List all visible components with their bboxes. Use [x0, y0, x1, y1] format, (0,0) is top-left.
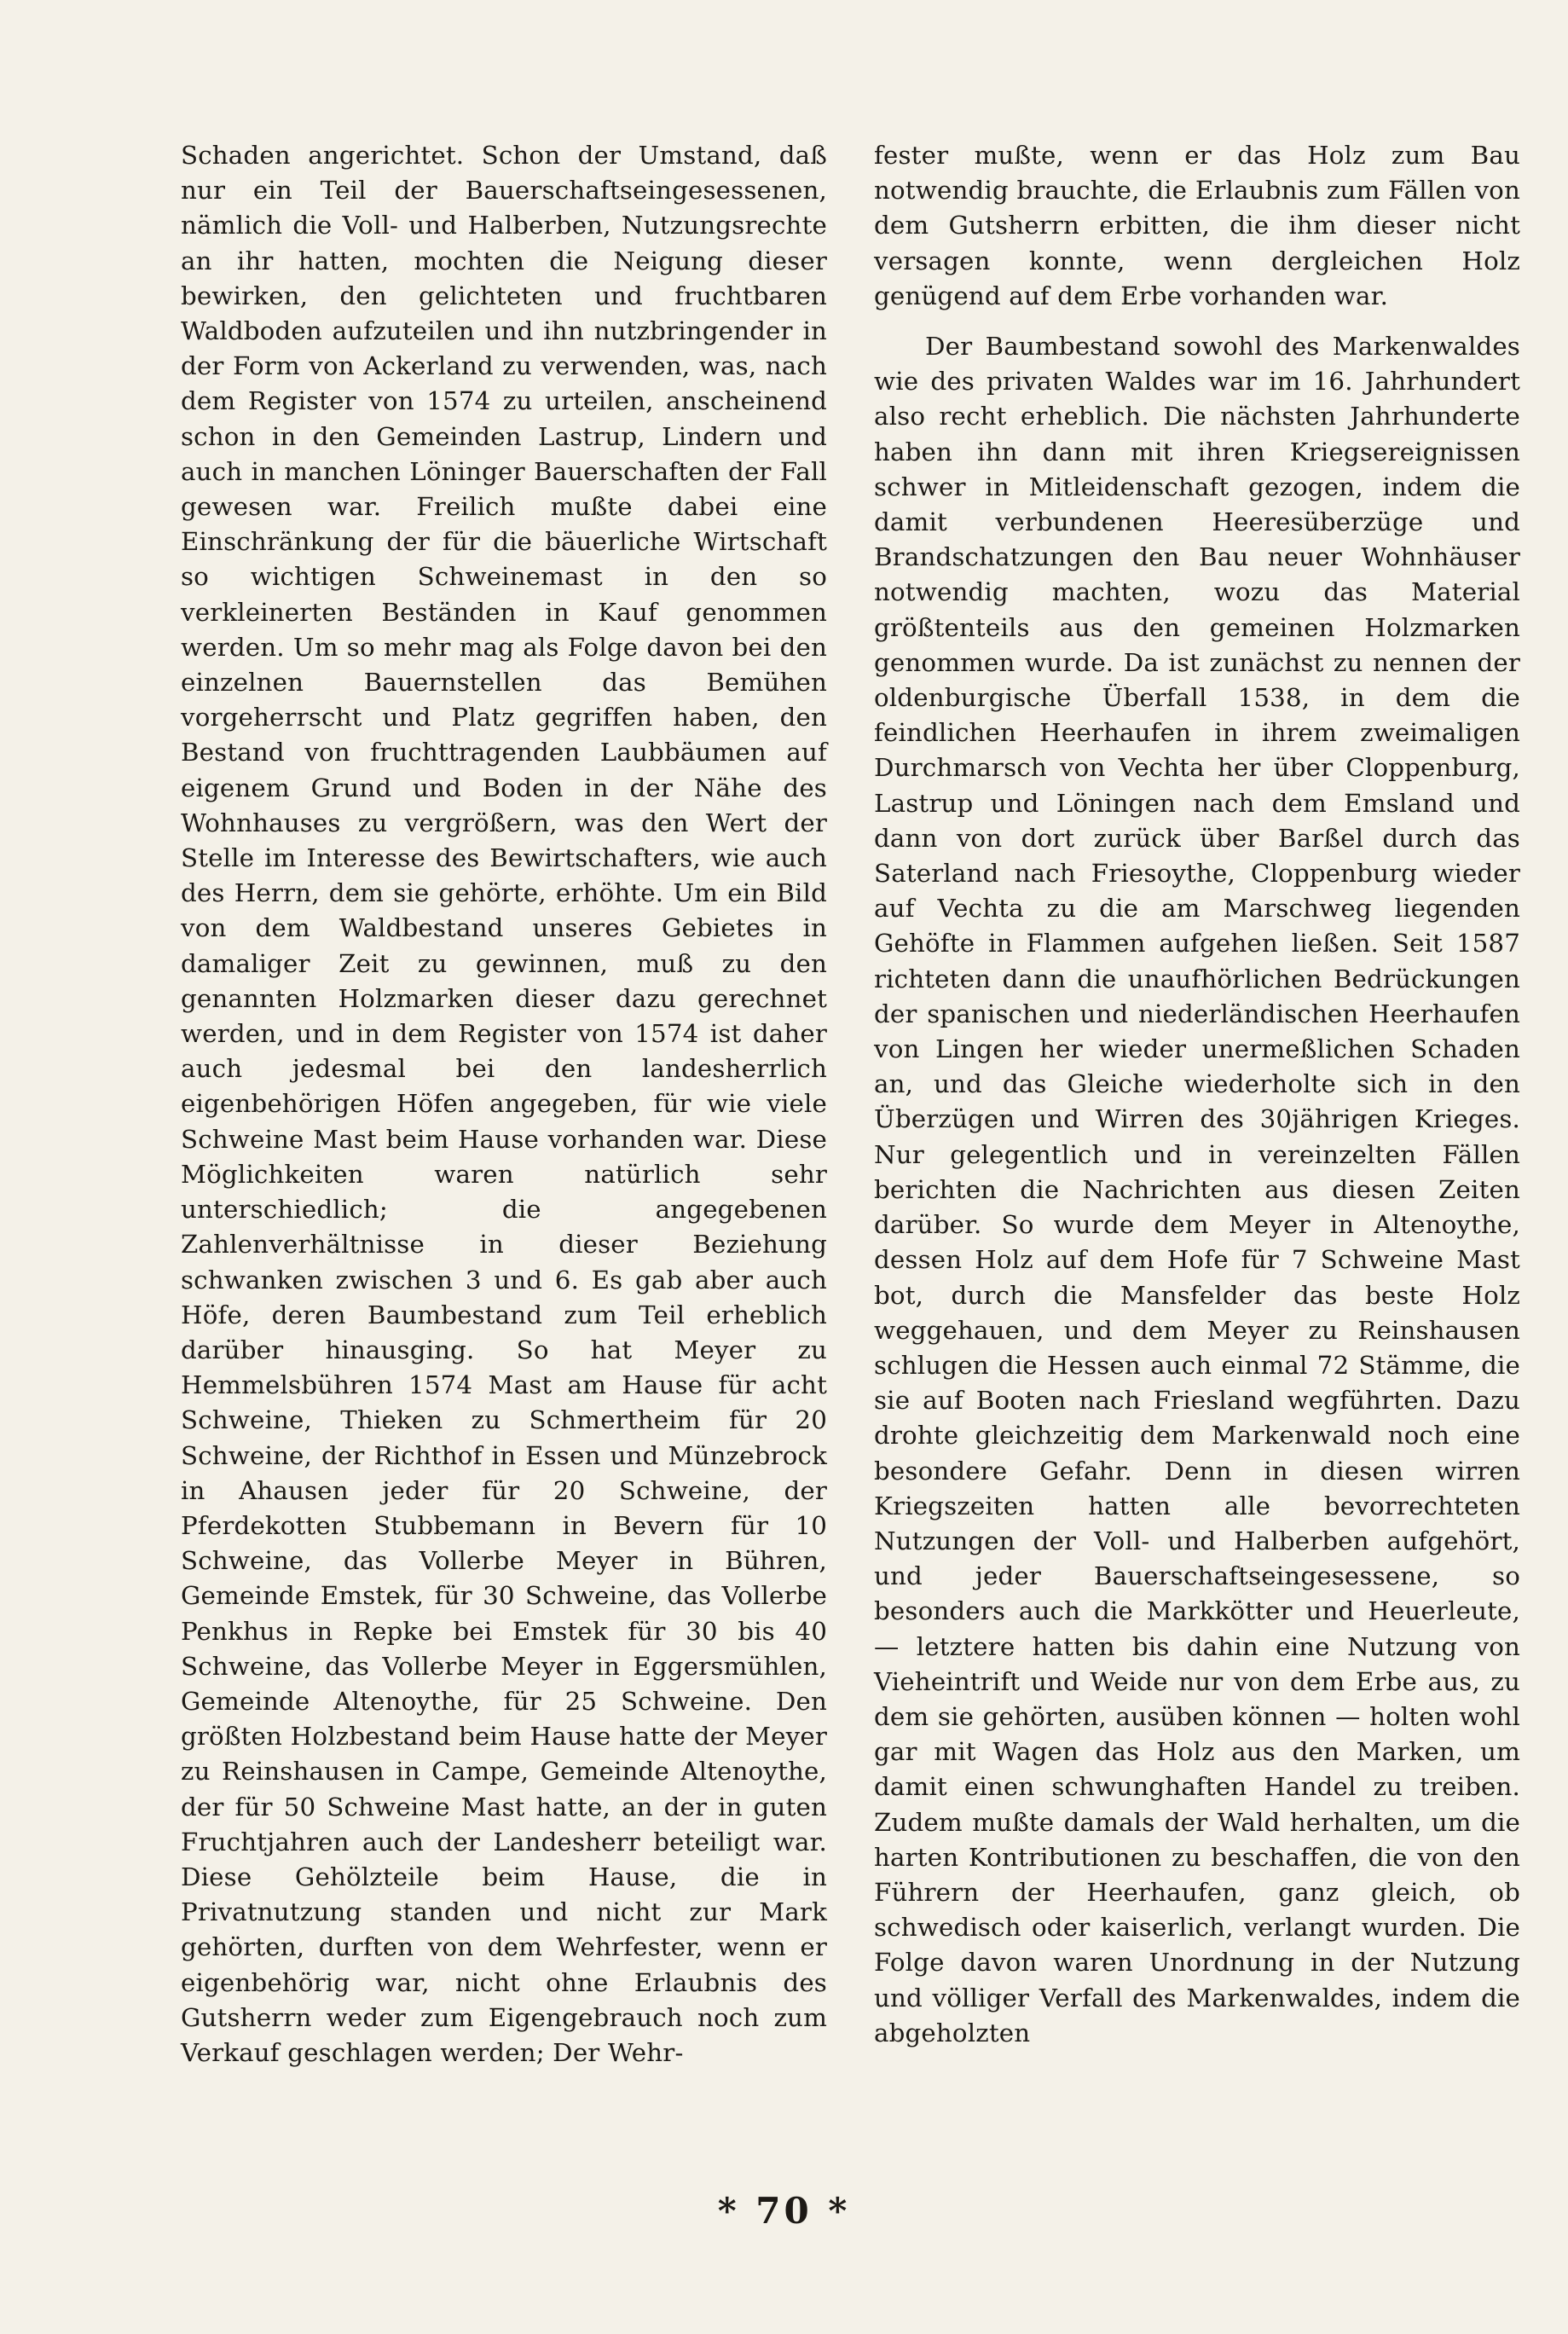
paragraph: Schaden angerichtet. Schon der Umstand, daß nur ein Teil der Bauerschaftseingesessenen, nämlich die Voll- und Halberben, Nutzungsrechte an ihr hatten, mochten die Neigung dieser bewirken, den gelichteten und fruchtbaren Waldboden aufzuteilen und ihn nutzbringender in der Form von Ackerland zu verwenden, was, nach dem Register von 1574 zu urteilen, anscheinend schon in den Gemeinden Lastrup, Lindern und auch in manchen Löninger Bauerschaften der Fall gewesen war. Freilich mußte dabei eine Einschränkung der für die bäuerliche Wirtschaft so wichtigen Schweinemast in den so verkleinerten Beständen in Kauf genommen werden. Um so mehr mag als Folge davon bei den einzelnen Bauernstellen das Bemühen vorgeherrscht und Platz gegriffen haben, den Bestand von fruchttragenden Laubbäumen auf eigenem Grund und Boden in der Nähe des Wohnhauses zu vergrößern, was den Wert der Stelle im Interesse des Bewirtschafters, wie auch des Herrn, dem sie gehörte, erhöhte. Um ein Bild von dem Waldbestand unseres Gebietes in damaliger Zeit zu gewinnen, muß zu den genannten Holzmarken dieser dazu gerechnet werden, und in dem Register von 1574 ist daher auch jedesmal bei den landesherrlich eigenbehörigen Höfen angegeben, für wie viele Schweine Mast beim Hause vorhanden war. Diese Möglichkeiten waren natürlich sehr unterschiedlich; die angegebenen Zahlenverhältnisse in dieser Beziehung schwanken zwischen 3 und 6. Es gab aber auch Höfe, deren Baumbestand zum Teil erheblich darüber hinausging. So hat Meyer zu Hemmelsbühren 1574 Mast am Hause für acht Schweine, Thieken zu Schmertheim für 20 Schweine, der Richthof in Essen und Münzebrock in Ahausen jeder für 20 Schweine, der Pferdekotten Stubbemann in Bevern für 10 Schweine, das Vollerbe Meyer in Bühren, Gemeinde Emstek, für 30 Schweine, das Vollerbe Penkhus in Repke bei Emstek für 30 bis 40 Schweine, das Vollerbe Meyer in Eggersmühlen, Gemeinde Altenoythe, für 25 Schweine. Den größten Holzbestand beim Hause hatte der Meyer zu Reinshausen in Campe, Gemeinde Altenoythe, der für 50 Schweine Mast hatte, an der in guten Fruchtjahren auch der Landesherr beteiligt war. Diese Gehölzteile beim Hause, die in Privatnutzung standen und nicht zur Mark gehörten, durften von dem Wehrfester, wenn er eigenbehörig war, nicht ohne Erlaubnis des Gutsherrn weder zum Eigengebrauch noch zum Verkauf geschlagen werden; Der Wehr- [181, 141, 827, 2067]
paragraph: Der Baumbestand sowohl des Markenwaldes wie des privaten Waldes war im 16. Jahrhundert also recht erheblich. Die nächsten Jahrhunderte haben ihn dann mit ihren Kriegsereignissen schwer in Mitleidenschaft gezogen, indem die damit verbundenen Heeresüberzüge und Brandschatzungen den Bau neuer Wohnhäuser notwendig machten, wozu das Material größtenteils aus den gemeinen Holzmarken genommen wurde. Da ist zunächst zu nennen der oldenburgische Überfall 1538, in dem die feindlichen Heerhaufen in ihrem zweimaligen Durchmarsch von Vechta her über Cloppenburg, Lastrup und Löningen nach dem Emsland und dann von dort zurück über Barßel durch das Saterland nach Friesoythe, Cloppenburg wieder auf Vechta zu die am Marschweg liegenden Gehöfte in Flammen aufgehen ließen. Seit 1587 richteten dann die unaufhörlichen Bedrückungen der spanischen und niederländischen Heerhaufen von Lingen her wieder unermeßlichen Schaden an, und das Gleiche wiederholte sich in den Überzügen und Wirren des 30jährigen Krieges. Nur gelegentlich und in vereinzelten Fällen berichten die Nachrichten aus diesen Zeiten darüber. So wurde dem Meyer in Altenoythe, dessen Holz auf dem Hofe für 7 Schweine Mast bot, durch die Mansfelder das beste Holz weggehauen, und dem Meyer zu Reinshausen schlugen die Hessen auch einmal 72 Stämme, die sie auf Booten nach Friesland wegführten. Dazu drohte gleichzeitig dem Markenwald noch eine besondere Gefahr. Denn in diesen wirren Kriegszeiten hatten alle bevorrechteten Nutzungen der Voll- und Halberben aufgehört, und jeder Bauerschaftseingesessene, so besonders auch die Markkötter und Heuerleute, — letztere hatten bis dahin eine Nutzung von Vieheintrift und Weide nur von dem Erbe aus, zu dem sie gehörten, ausüben können — holten wohl gar mit Wagen das Holz aus den Marken, um damit einen schwunghaften Handel zu treiben. Zudem mußte damals der Wald herhalten, um die harten Kontributionen zu beschaffen, die von den Führern der Heerhaufen, ganz gleich, ob schwedisch oder kaiserlich, verlangt wurden. Die Folge davon waren Unordnung in der Nutzung und völliger Verfall des Markenwaldes, indem die abgeholzten [874, 332, 1520, 2047]
left-column [181, 138, 827, 2070]
paragraph: fester mußte, wenn er das Holz zum Bau notwendig brauchte, die Erlaubnis zum Fällen von dem Gutsherrn erbitten, die ihm dieser nicht versagen konnte, wenn dergleichen Holz genügend auf dem Erbe vorhanden war. [874, 141, 1520, 310]
right-column [874, 138, 1520, 2051]
page-number: * 70 * [717, 2190, 851, 2232]
